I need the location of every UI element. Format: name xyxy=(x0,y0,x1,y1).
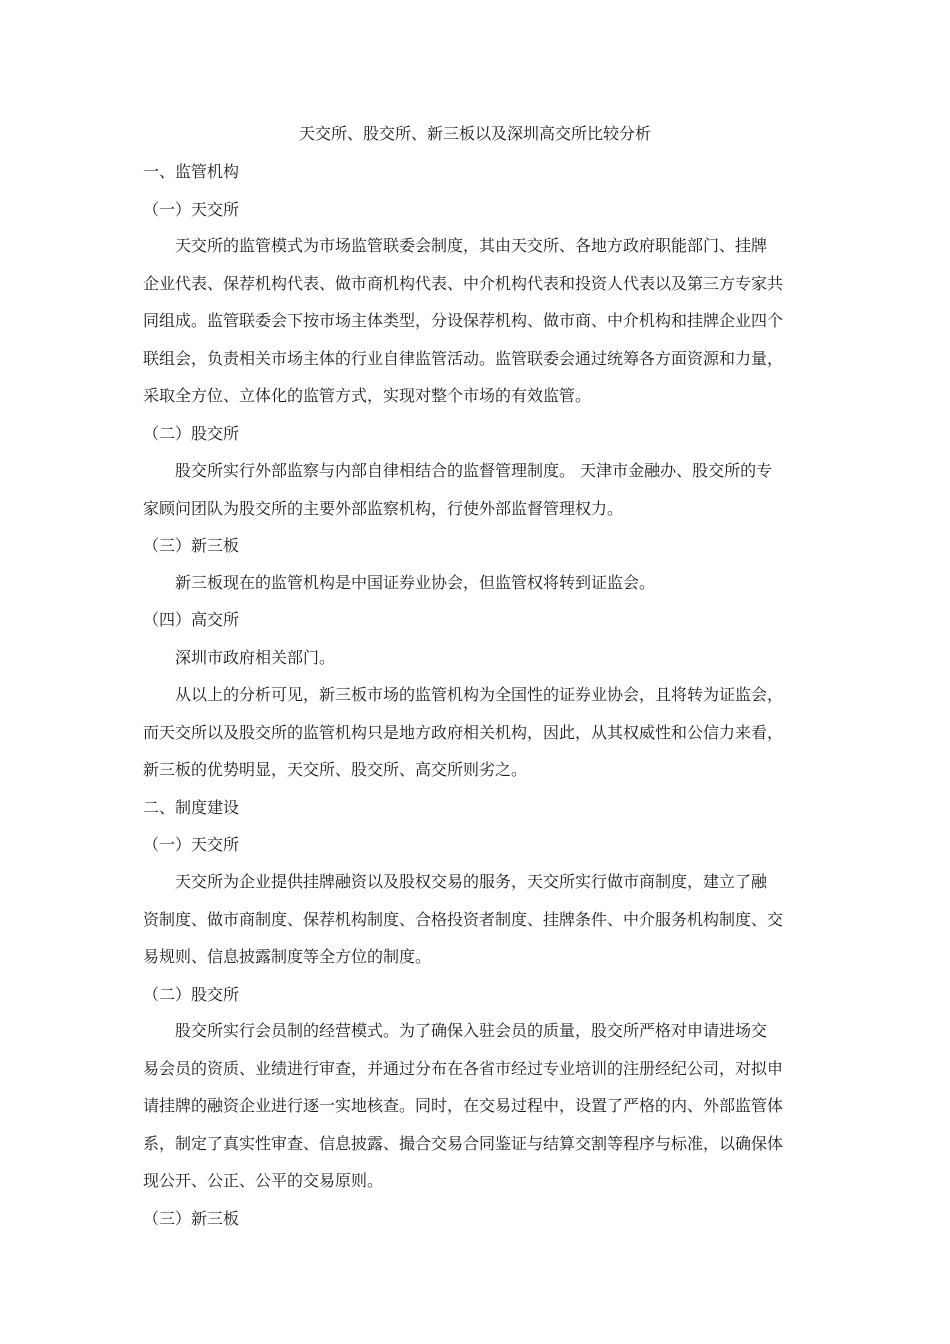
paragraph-tianjiaosuo-institutions: 天交所为企业提供挂牌融资以及股权交易的服务，天交所实行做市商制度，建立了融 资制度、做市商制度、保荐机构制度、合格投资者制度、挂牌条件、中介服务机构制度、交 易规则、信息披露制度等全方位的制度。 xyxy=(143,872,784,967)
paragraph-tianjiaosuo-regulation: 天交所的监管模式为市场监管联委会制度，其由天交所、各地方政府职能部门、挂牌 企业代表、保荐机构代表、做市商机构代表、中介机构代表和投资人代表以及第三方专家共 同组成。监管联委会下按市场主体类型，分设保荐机构、做市商、中介机构和挂牌企业四个 联组会，负责相关市场主体的行业自律监管活动。监管联委会通过统筹各方面资源和力量， 采取全方位、立体化的监管方式，实现对整个市场的有效监管。 xyxy=(143,236,784,406)
subheading-tianjiaosuo: （一）天交所 xyxy=(143,200,240,219)
paragraph-gujiaosuo-institutions: 股交所实行会员制的经营模式。为了确保入驻会员的质量，股交所严格对申请进场交 易会员的资质、业绩进行审查，并通过分布在各省市经过专业培训的注册经纪公司，对拟申 请挂牌的融资企业进行逐一实地核查。同时，在交易过程中，设置了严格的内、外部监管体 系，制定了真实性审查、信息披露、撮合交易合同鉴证与结算交割等程序与标准，以确保体 现公开、公正、公平的交易原则。 xyxy=(143,1021,784,1191)
subheading-tianjiaosuo-2: （一）天交所 xyxy=(143,835,240,854)
paragraph-gaojiaosuo-regulation: 深圳市政府相关部门。 xyxy=(175,648,336,667)
paragraph-gujiaosuo-regulation: 股交所实行外部监察与内部自律相结合的监督管理制度。 天津市金融办、股交所的专 家顾问团队为股交所的主要外部监察机构，行使外部监督管理权力。 xyxy=(143,461,773,518)
subheading-xinsanban-2: （三）新三板 xyxy=(143,1209,240,1228)
document-title: 天交所、股交所、新三板以及深圳高交所比较分析 xyxy=(298,124,651,143)
section-heading-regulators: 一、监管机构 xyxy=(143,162,240,181)
paragraph-regulation-summary: 从以上的分析可见，新三板市场的监管机构为全国性的证券业协会，且将转为证监会， 而天交所以及股交所的监管机构只是地方政府相关机构，因此，从其权威性和公信力来看， 新三板的优势明显，天交所、股交所、高交所则劣之。 xyxy=(143,685,784,780)
subheading-xinsanban: （三）新三板 xyxy=(143,536,240,555)
section-heading-institutions: 二、制度建设 xyxy=(143,798,240,817)
subheading-gujiaosuo: （二）股交所 xyxy=(143,424,240,443)
paragraph-xinsanban-regulation: 新三板现在的监管机构是中国证券业协会，但监管权将转到证监会。 xyxy=(175,573,656,592)
subheading-gaojiaosuo: （四）高交所 xyxy=(143,610,240,629)
subheading-gujiaosuo-2: （二）股交所 xyxy=(143,985,240,1004)
